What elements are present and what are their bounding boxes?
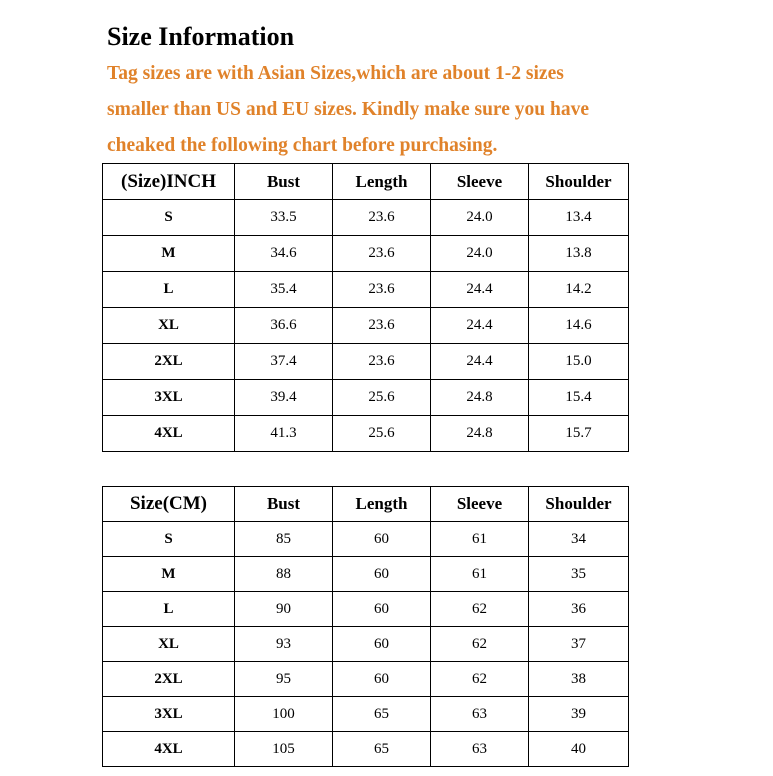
table-header-row bbox=[103, 487, 629, 522]
table-cell: 88 bbox=[235, 557, 333, 592]
size-label: L bbox=[103, 592, 235, 627]
table-row bbox=[103, 627, 629, 662]
table-cell: 24.4 bbox=[431, 272, 529, 308]
size-label: 2XL bbox=[103, 662, 235, 697]
table-cell: 61 bbox=[431, 557, 529, 592]
table-row bbox=[103, 416, 629, 452]
table-cell: 38 bbox=[529, 662, 629, 697]
table-cell: 35.4 bbox=[235, 272, 333, 308]
size-label: 3XL bbox=[103, 380, 235, 416]
size-note-line-3: cheaked the following chart before purchasing. bbox=[107, 135, 498, 156]
size-label: M bbox=[103, 557, 235, 592]
table-cell: 85 bbox=[235, 522, 333, 557]
table-cell: 24.4 bbox=[431, 308, 529, 344]
inch-size-table bbox=[102, 163, 629, 452]
table-cell: 35 bbox=[529, 557, 629, 592]
table-row bbox=[103, 236, 629, 272]
table-cell: 60 bbox=[333, 662, 431, 697]
table-cell: 62 bbox=[431, 662, 529, 697]
column-header: Size(CM) bbox=[103, 487, 235, 522]
table-cell: 23.6 bbox=[333, 308, 431, 344]
table-cell: 60 bbox=[333, 557, 431, 592]
table-cell: 63 bbox=[431, 697, 529, 732]
size-note-line-2: smaller than US and EU sizes. Kindly make sure you have bbox=[107, 99, 589, 120]
column-header: Length bbox=[333, 164, 431, 200]
table-cell: 41.3 bbox=[235, 416, 333, 452]
table-cell: 36.6 bbox=[235, 308, 333, 344]
table-row bbox=[103, 592, 629, 627]
table-cell: 14.6 bbox=[529, 308, 629, 344]
table-cell: 14.2 bbox=[529, 272, 629, 308]
column-header: Bust bbox=[235, 487, 333, 522]
table-row bbox=[103, 308, 629, 344]
table-cell: 37.4 bbox=[235, 344, 333, 380]
size-label: XL bbox=[103, 627, 235, 662]
table-cell: 60 bbox=[333, 522, 431, 557]
table-cell: 90 bbox=[235, 592, 333, 627]
column-header: Sleeve bbox=[431, 487, 529, 522]
size-label: M bbox=[103, 236, 235, 272]
table-cell: 100 bbox=[235, 697, 333, 732]
size-label: S bbox=[103, 200, 235, 236]
size-label: 4XL bbox=[103, 416, 235, 452]
size-label: S bbox=[103, 522, 235, 557]
table-cell: 13.8 bbox=[529, 236, 629, 272]
table-cell: 37 bbox=[529, 627, 629, 662]
column-header: Shoulder bbox=[529, 487, 629, 522]
table-cell: 62 bbox=[431, 627, 529, 662]
table-cell: 24.8 bbox=[431, 416, 529, 452]
table-cell: 25.6 bbox=[333, 416, 431, 452]
table-cell: 95 bbox=[235, 662, 333, 697]
table-cell: 60 bbox=[333, 627, 431, 662]
table-cell: 15.4 bbox=[529, 380, 629, 416]
table-cell: 24.0 bbox=[431, 200, 529, 236]
table-cell: 24.4 bbox=[431, 344, 529, 380]
table-row bbox=[103, 662, 629, 697]
table-row bbox=[103, 272, 629, 308]
table-header-row bbox=[103, 164, 629, 200]
table-cell: 93 bbox=[235, 627, 333, 662]
cm-size-table bbox=[102, 486, 629, 767]
table-cell: 23.6 bbox=[333, 200, 431, 236]
size-note-line-1: Tag sizes are with Asian Sizes,which are about 1-2 sizes bbox=[107, 63, 564, 84]
table-cell: 34 bbox=[529, 522, 629, 557]
size-label: L bbox=[103, 272, 235, 308]
table-cell: 65 bbox=[333, 732, 431, 767]
column-header: Bust bbox=[235, 164, 333, 200]
table-cell: 34.6 bbox=[235, 236, 333, 272]
table-cell: 36 bbox=[529, 592, 629, 627]
table-cell: 39 bbox=[529, 697, 629, 732]
table-cell: 63 bbox=[431, 732, 529, 767]
table-cell: 15.0 bbox=[529, 344, 629, 380]
size-label: 3XL bbox=[103, 697, 235, 732]
table-cell: 105 bbox=[235, 732, 333, 767]
table-cell: 24.8 bbox=[431, 380, 529, 416]
table-cell: 23.6 bbox=[333, 272, 431, 308]
table-cell: 40 bbox=[529, 732, 629, 767]
table-row bbox=[103, 200, 629, 236]
table-cell: 25.6 bbox=[333, 380, 431, 416]
size-label: 2XL bbox=[103, 344, 235, 380]
table-row bbox=[103, 380, 629, 416]
table-row bbox=[103, 697, 629, 732]
column-header: Length bbox=[333, 487, 431, 522]
table-cell: 33.5 bbox=[235, 200, 333, 236]
size-label: XL bbox=[103, 308, 235, 344]
size-label: 4XL bbox=[103, 732, 235, 767]
table-cell: 23.6 bbox=[333, 236, 431, 272]
table-cell: 13.4 bbox=[529, 200, 629, 236]
table-row bbox=[103, 344, 629, 380]
table-cell: 60 bbox=[333, 592, 431, 627]
table-cell: 62 bbox=[431, 592, 529, 627]
table-cell: 61 bbox=[431, 522, 529, 557]
table-cell: 39.4 bbox=[235, 380, 333, 416]
page-title: Size Information bbox=[107, 22, 295, 51]
table-cell: 15.7 bbox=[529, 416, 629, 452]
table-cell: 65 bbox=[333, 697, 431, 732]
table-row bbox=[103, 732, 629, 767]
column-header: Sleeve bbox=[431, 164, 529, 200]
column-header: Shoulder bbox=[529, 164, 629, 200]
table-cell: 23.6 bbox=[333, 344, 431, 380]
column-header: (Size)INCH bbox=[103, 164, 235, 200]
table-cell: 24.0 bbox=[431, 236, 529, 272]
table-row bbox=[103, 522, 629, 557]
table-row bbox=[103, 557, 629, 592]
